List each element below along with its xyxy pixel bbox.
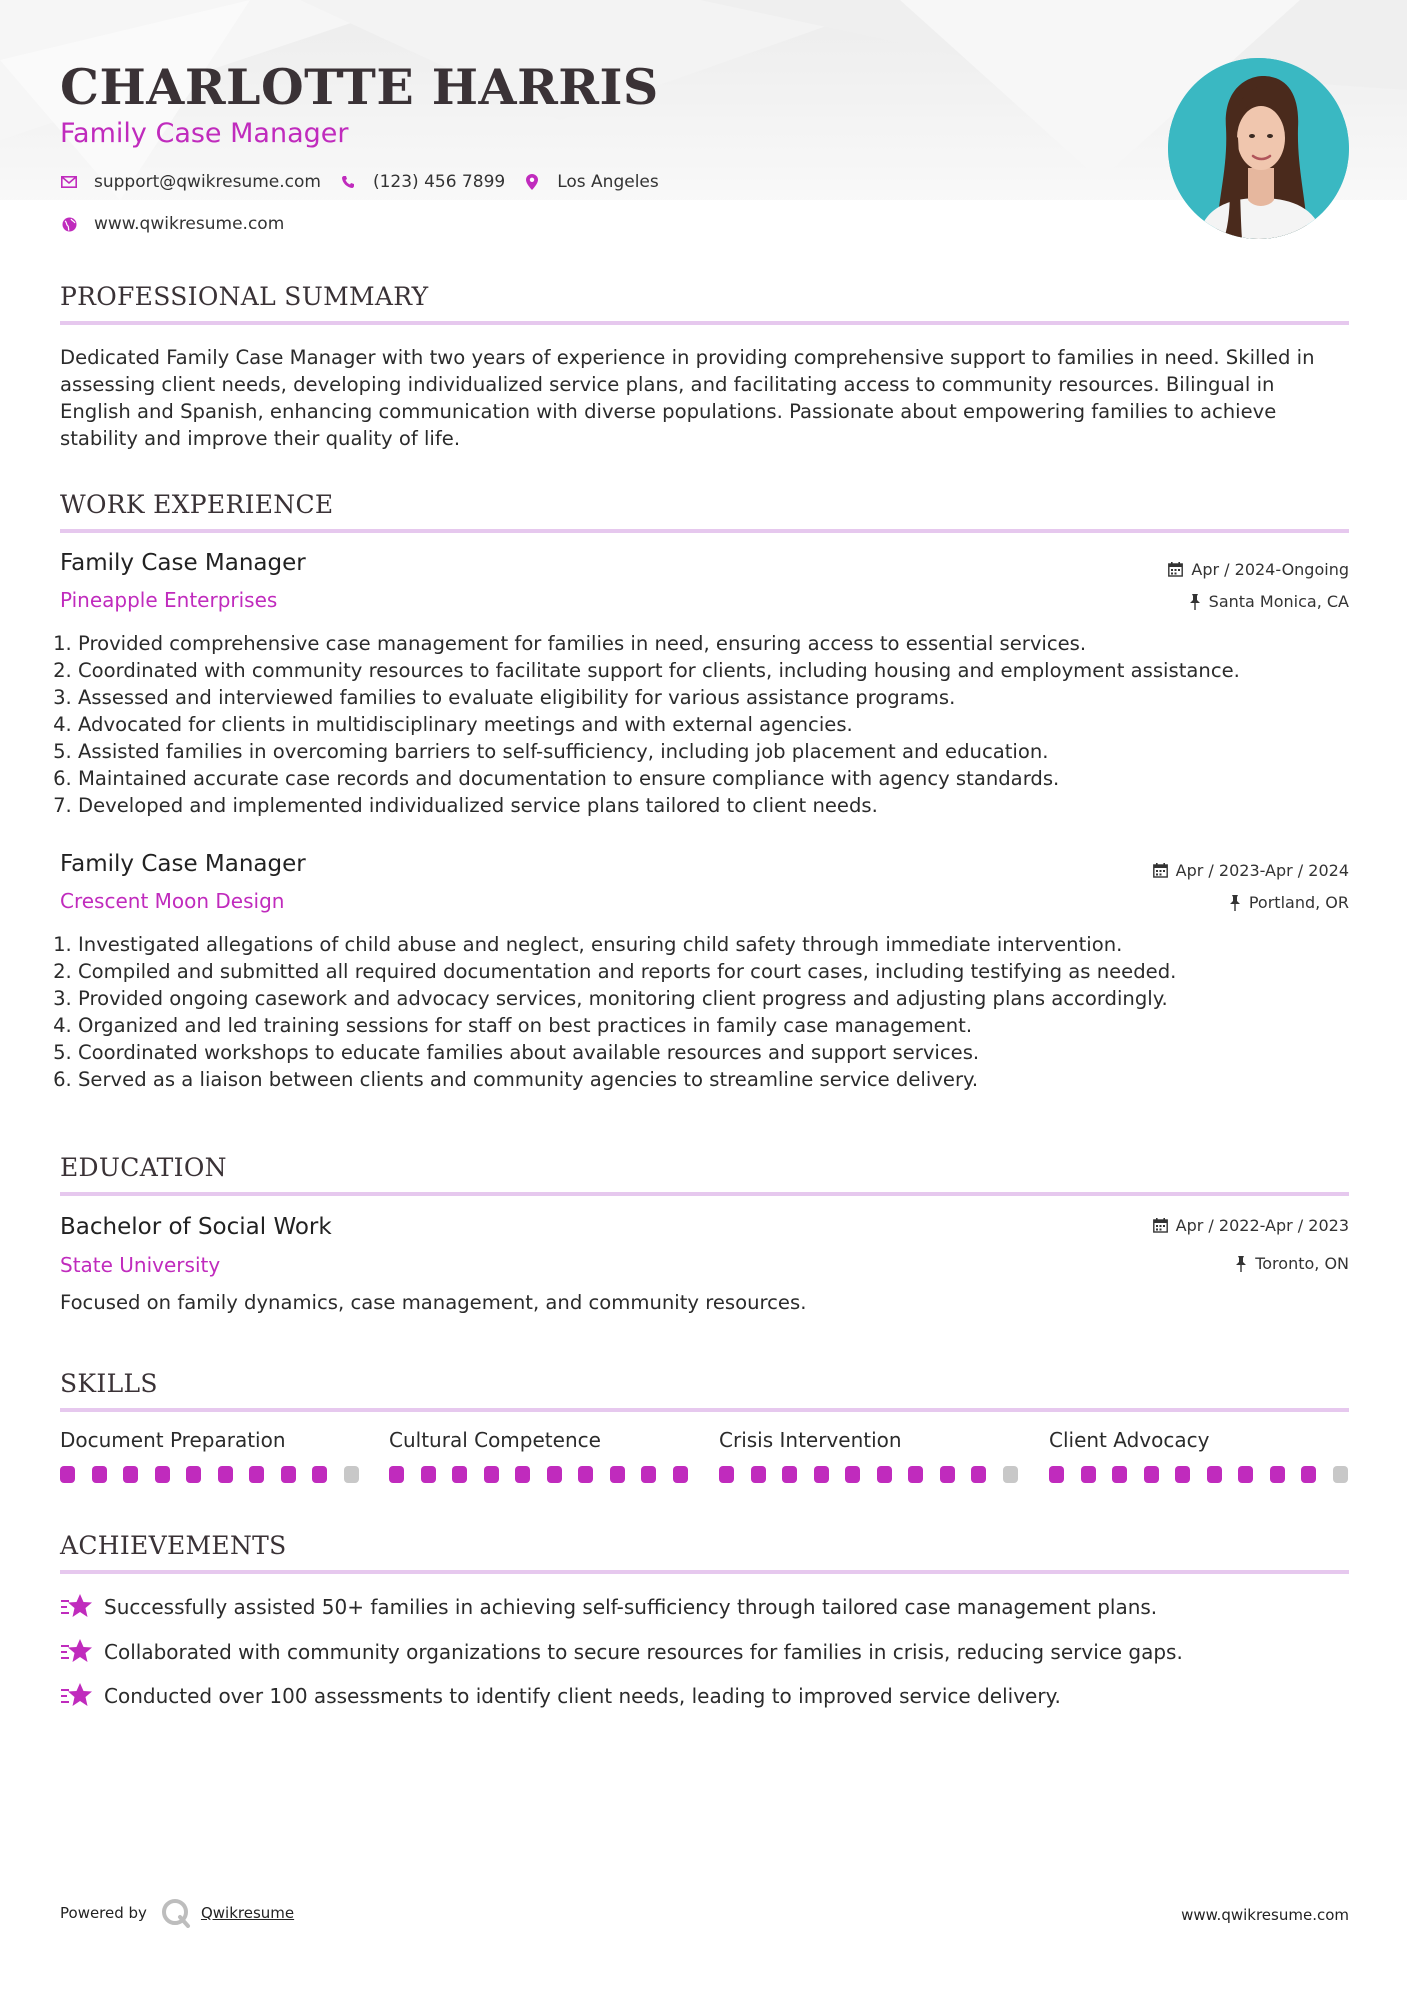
job-2-dates — [1153, 861, 1349, 880]
job-1-bullets — [60, 630, 1349, 819]
experience-heading: WORK EXPERIENCE — [60, 490, 334, 519]
pushpin-icon — [1229, 895, 1241, 911]
list-item: 1. Provided comprehensive case management for families in need, ensuring access to essential services. — [78, 630, 1349, 657]
job-2-bullets — [60, 931, 1349, 1093]
calendar-icon — [1153, 1218, 1168, 1233]
list-item: 3. Provided ongoing casework and advocacy services, monitoring client progress and adjusting plans accordingly. — [78, 985, 1349, 1012]
list-item: 4. Organized and led training sessions for staff on best practices in family case management. — [78, 1012, 1349, 1039]
pushpin-icon — [1189, 594, 1201, 610]
rating-dot-empty — [344, 1466, 359, 1483]
skill-3-rating — [719, 1466, 1034, 1483]
phone-icon — [339, 173, 357, 191]
rating-dot-filled — [814, 1466, 829, 1483]
rating-dot-filled — [1112, 1466, 1127, 1483]
rating-dot-filled — [1207, 1466, 1222, 1483]
skill-4-name: Client Advocacy — [1049, 1428, 1210, 1452]
job-1-dates — [1168, 560, 1349, 579]
achievement-3-text: Conducted over 100 assessments to identify client needs, leading to improved service delivery. — [104, 1684, 1061, 1708]
skill-1 — [60, 1428, 360, 1456]
rating-dot-filled — [1081, 1466, 1096, 1483]
list-item: 5. Assisted families in overcoming barriers to self-sufficiency, including job placement and education. — [78, 738, 1349, 765]
rating-dot-filled — [578, 1466, 593, 1483]
job-2-location-text: Portland, OR — [1248, 893, 1349, 912]
contact-row-2 — [60, 214, 302, 234]
rating-dot-filled — [908, 1466, 923, 1483]
rating-dot-filled — [971, 1466, 986, 1483]
job-1-company: Pineapple Enterprises — [60, 588, 278, 612]
skill-1-name: Document Preparation — [60, 1428, 286, 1452]
profile-photo — [1168, 58, 1349, 239]
star-icon — [60, 1637, 94, 1667]
rating-dot-filled — [940, 1466, 955, 1483]
footer-powered-by — [60, 1898, 294, 1928]
rating-dot-filled — [389, 1466, 404, 1483]
skill-1-rating — [60, 1466, 375, 1483]
envelope-icon — [60, 173, 78, 191]
summary-heading: PROFESSIONAL SUMMARY — [60, 282, 429, 311]
job-2-dates-text: Apr / 2023-Apr / 2024 — [1175, 861, 1349, 880]
phone-text: (123) 456 7899 — [372, 172, 506, 192]
rating-dot-filled — [155, 1466, 170, 1483]
achievements-heading: ACHIEVEMENTS — [60, 1531, 287, 1560]
education-location-text: Toronto, ON — [1255, 1254, 1349, 1273]
skill-4-rating — [1049, 1466, 1364, 1483]
rating-dot-filled — [1049, 1466, 1064, 1483]
job-1-location-text: Santa Monica, CA — [1208, 592, 1349, 611]
rating-dot-filled — [673, 1466, 688, 1483]
rating-dot-filled — [92, 1466, 107, 1483]
contact-row-1 — [60, 172, 677, 192]
skill-2 — [389, 1428, 689, 1456]
email-text: support@qwikresume.com — [94, 172, 321, 192]
job-2-title: Family Case Manager — [60, 851, 306, 877]
skills-heading: SKILLS — [60, 1369, 158, 1398]
rating-dot-filled — [60, 1466, 75, 1483]
rating-dot-filled — [218, 1466, 233, 1483]
location-item — [523, 172, 659, 192]
list-item: 4. Advocated for clients in multidisciplinary meetings and with external agencies. — [78, 711, 1349, 738]
education-dates-text: Apr / 2022-Apr / 2023 — [1175, 1216, 1349, 1235]
rating-dot-filled — [123, 1466, 138, 1483]
email-item[interactable] — [60, 172, 321, 192]
achievement-3 — [60, 1681, 1061, 1711]
job-2-location — [1229, 893, 1349, 912]
star-icon — [60, 1592, 94, 1622]
rating-dot-filled — [421, 1466, 436, 1483]
summary-divider — [60, 321, 1349, 325]
rating-dot-filled — [452, 1466, 467, 1483]
skill-3 — [719, 1428, 1019, 1456]
education-description: Focused on family dynamics, case management, and community resources. — [60, 1291, 807, 1314]
globe-icon — [60, 215, 78, 233]
achievement-2-text: Collaborated with community organizations to secure resources for families in crisis, reducing service gaps. — [104, 1640, 1183, 1664]
rating-dot-filled — [186, 1466, 201, 1483]
website-text: www.qwikresume.com — [94, 214, 285, 234]
rating-dot-filled — [641, 1466, 656, 1483]
experience-divider — [60, 529, 1349, 533]
achievement-2 — [60, 1637, 1183, 1667]
star-icon — [60, 1681, 94, 1711]
education-location — [1235, 1254, 1349, 1273]
rating-dot-empty — [1333, 1466, 1348, 1483]
candidate-title: Family Case Manager — [60, 118, 349, 149]
rating-dot-filled — [877, 1466, 892, 1483]
location-text: Los Angeles — [557, 172, 659, 192]
summary-text: Dedicated Family Case Manager with two years of experience in providing comprehensive support to families in need. Skilled in assessing client needs, developing individualized service plans, and facilitating access to community resources. Bilingual in English and Spanish, enhancing communication with diverse populations. Passionate about empowering families to achieve stability and improve their quality of life. — [60, 346, 1315, 450]
footer-website[interactable]: www.qwikresume.com — [1181, 1906, 1349, 1924]
rating-dot-filled — [1270, 1466, 1285, 1483]
job-1-title: Family Case Manager — [60, 550, 306, 576]
list-item: 2. Compiled and submitted all required documentation and reports for court cases, including testifying as needed. — [78, 958, 1349, 985]
education-divider — [60, 1192, 1349, 1196]
education-school: State University — [60, 1253, 221, 1277]
rating-dot-filled — [547, 1466, 562, 1483]
rating-dot-filled — [281, 1466, 296, 1483]
education-degree: Bachelor of Social Work — [60, 1214, 332, 1240]
rating-dot-empty — [1003, 1466, 1018, 1483]
education-dates — [1153, 1216, 1349, 1235]
rating-dot-filled — [845, 1466, 860, 1483]
rating-dot-filled — [249, 1466, 264, 1483]
calendar-icon — [1168, 562, 1183, 577]
education-heading: EDUCATION — [60, 1153, 227, 1182]
skill-2-rating — [389, 1466, 704, 1483]
job-1-dates-text: Apr / 2024-Ongoing — [1191, 560, 1349, 579]
achievement-1-text: Successfully assisted 50+ families in achieving self-sufficiency through tailored case management plans. — [104, 1595, 1158, 1619]
list-item: 3. Assessed and interviewed families to evaluate eligibility for various assistance programs. — [78, 684, 1349, 711]
qwikresume-link[interactable]: Qwikresume — [200, 1904, 295, 1922]
candidate-name: CHARLOTTE HARRIS — [60, 58, 659, 116]
rating-dot-filled — [610, 1466, 625, 1483]
calendar-icon — [1153, 863, 1168, 878]
website-item[interactable] — [60, 214, 284, 234]
list-item: 7. Developed and implemented individualized service plans tailored to client needs. — [78, 792, 1349, 819]
list-item: 5. Coordinated workshops to educate families about available resources and support services. — [78, 1039, 1349, 1066]
rating-dot-filled — [484, 1466, 499, 1483]
rating-dot-filled — [751, 1466, 766, 1483]
job-1-location — [1189, 592, 1349, 611]
rating-dot-filled — [1144, 1466, 1159, 1483]
skill-3-name: Crisis Intervention — [719, 1428, 902, 1452]
rating-dot-filled — [515, 1466, 530, 1483]
list-item: 6. Served as a liaison between clients and community agencies to streamline service delivery. — [78, 1066, 1349, 1093]
skills-divider — [60, 1408, 1349, 1412]
job-2-company: Crescent Moon Design — [60, 889, 285, 913]
pushpin-icon — [1235, 1256, 1247, 1272]
rating-dot-filled — [1175, 1466, 1190, 1483]
powered-by-label: Powered by — [60, 1904, 147, 1922]
list-item: 2. Coordinated with community resources to facilitate support for clients, including housing and employment assistance. — [78, 657, 1349, 684]
map-pin-icon — [523, 173, 541, 191]
rating-dot-filled — [1238, 1466, 1253, 1483]
list-item: 6. Maintained accurate case records and documentation to ensure compliance with agency standards. — [78, 765, 1349, 792]
achievement-1 — [60, 1592, 1157, 1622]
achievements-divider — [60, 1570, 1349, 1574]
rating-dot-filled — [782, 1466, 797, 1483]
rating-dot-filled — [719, 1466, 734, 1483]
skill-4 — [1049, 1428, 1349, 1456]
rating-dot-filled — [312, 1466, 327, 1483]
rating-dot-filled — [1301, 1466, 1316, 1483]
list-item: 1. Investigated allegations of child abuse and neglect, ensuring child safety through immediate intervention. — [78, 931, 1349, 958]
phone-item[interactable] — [339, 172, 505, 192]
skill-2-name: Cultural Competence — [389, 1428, 601, 1452]
qwikresume-logo-icon — [161, 1898, 191, 1928]
